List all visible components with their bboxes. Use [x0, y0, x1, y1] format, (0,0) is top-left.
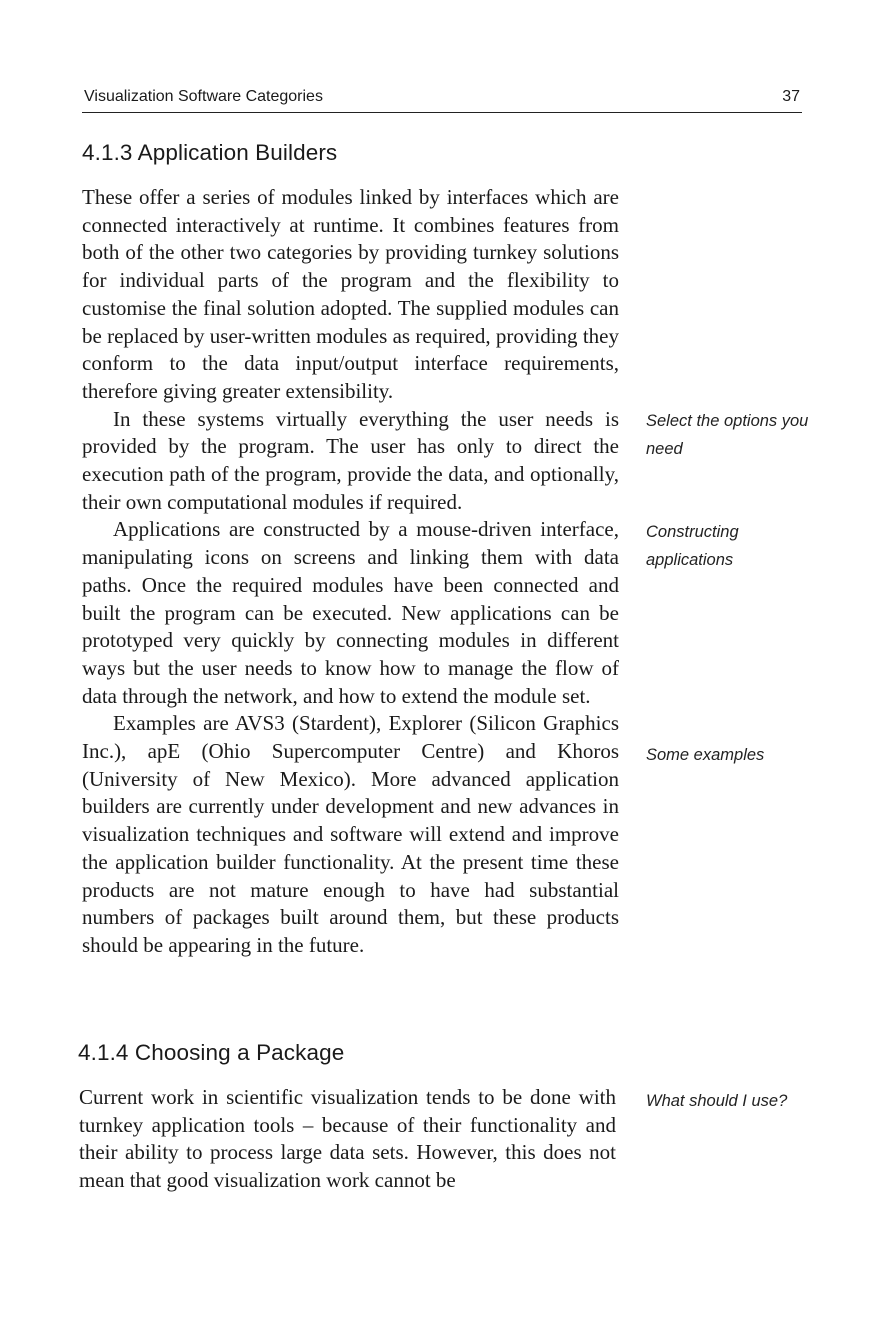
paragraph: Examples are AVS3 (Stardent), Explorer (Silicon Graphics Inc.), apE (Ohio Supercomputer Centre) and Khoros (University of New Mexico). More advanced application builders are currently under development and new advances in visualization techniques and software will extend and improve the application builder functionality. At the present time these products are not mature enough to have had substantial numbers of packages built around them, but these products should be appearing in the future. — [82, 711, 619, 957]
section-heading-application-builders: 4.1.3 Application Builders — [82, 140, 338, 165]
margin-note-select-options: Select the options you need — [646, 412, 809, 458]
paragraph: These offer a series of modules linked by interfaces which are connected interactively at runtime. It combines features from both of the other two categories by providing turnkey solutions for individual parts of the program and the flexibility to customise the final solution adopted. The supplied modules can be replaced by user-written modules as required, providing they conform to the data input/output interface requirements, therefore giving greater extensibility. — [82, 185, 619, 403]
paragraph: Current work in scientific visualization tends to be done with turnkey application tools – because of their functionality and their ability to process large data sets. However, this does not mean that good visualization work cannot be — [79, 1085, 616, 1193]
margin-note-what-should-i-use: What should I use? — [646, 1092, 788, 1110]
margin-note-constructing-applications: Constructing applications — [646, 523, 739, 569]
paragraph: In these systems virtually everything the user needs is provided by the program. The user has only to direct the execution path of the program, provide the data, and optionally, their own computational modules if required. — [82, 406, 619, 514]
page-number: 37 — [782, 88, 800, 105]
section-body-application-builders — [82, 184, 619, 960]
section-body-choosing-package — [79, 1084, 616, 1195]
paragraph: Applications are constructed by a mouse-driven interface, manipulating icons on screens and linking them with data paths. Once the required modules have been connected and built the program can be executed. New applications can be prototyped very quickly by connecting modules in different ways but the user needs to know how to manage the flow of data through the network, and how to extend the module set. — [82, 517, 619, 708]
running-header — [82, 86, 802, 113]
running-header-title: Visualization Software Categories — [84, 88, 323, 105]
section-heading-choosing-package: 4.1.4 Choosing a Package — [78, 1040, 345, 1065]
margin-note-some-examples: Some examples — [646, 746, 765, 764]
